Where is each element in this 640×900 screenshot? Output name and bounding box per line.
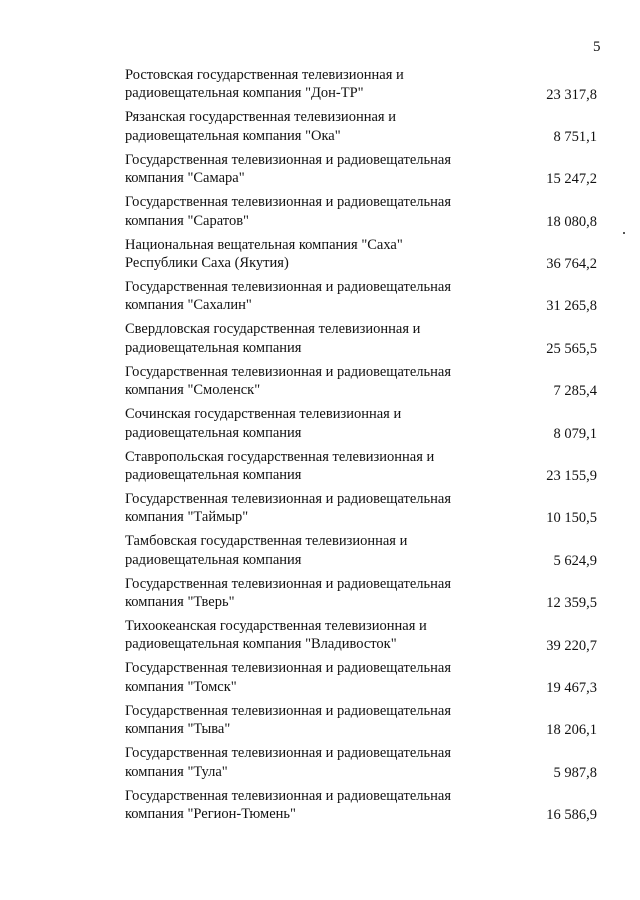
amount-value: 23 317,8 [546,86,597,103]
company-name-line-1: Государственная телевизионная и радиовещательная [125,363,451,380]
company-name-line-2: компания "Тыва" [125,721,231,738]
company-name [125,320,485,357]
company-name-line-1: Национальная вещательная компания "Саха" [125,236,403,253]
company-name [125,66,485,103]
company-name [125,532,485,569]
company-name [125,575,485,612]
company-name-line-1: Государственная телевизионная и радиовещательная [125,194,451,211]
list-item [121,787,597,829]
margin-mark [623,232,625,234]
list-item [121,405,597,447]
company-name-line-1: Государственная телевизионная и радиовещательная [125,745,451,762]
company-name-line-2: компания "Самара" [125,170,245,187]
amount-value: 23 155,9 [546,468,597,485]
list-item [121,278,597,320]
list-item [121,575,597,617]
list-item [121,363,597,405]
company-name-line-2: компания "Смоленск" [125,382,261,399]
company-name-line-2: радиовещательная компания "Дон-ТР" [125,85,364,102]
company-name [125,448,485,485]
amount-value: 18 080,8 [546,213,597,230]
list-item [121,532,597,574]
list-item [121,236,597,278]
amount-value: 36 764,2 [546,256,597,273]
company-name-line-1: Ставропольская государственная телевизионная и [125,448,435,465]
list-item [121,108,597,150]
company-name-line-1: Сочинская государственная телевизионная и [125,406,402,423]
company-name [125,108,485,145]
amount-value: 5 987,8 [553,764,597,781]
company-name [125,193,485,230]
amount-value: 31 265,8 [546,298,597,315]
company-name-line-2: компания "Регион-Тюмень" [125,806,296,823]
company-name [125,617,485,654]
list-item [121,448,597,490]
list-item [121,744,597,786]
company-name [125,490,485,527]
company-name-line-2: радиовещательная компания [125,466,302,483]
company-name [125,405,485,442]
company-name-line-2: радиовещательная компания "Ока" [125,127,341,144]
company-name-line-2: компания "Тверь" [125,594,235,611]
company-name [125,236,485,273]
amount-value: 12 359,5 [546,595,597,612]
amount-value: 10 150,5 [546,510,597,527]
list-item [121,151,597,193]
company-name-line-2: компания "Саратов" [125,212,249,229]
amount-value: 8 079,1 [553,425,597,442]
amount-value: 16 586,9 [546,807,597,824]
amount-value: 5 624,9 [553,552,597,569]
amount-value: 8 751,1 [553,128,597,145]
company-name-line-2: компания "Сахалин" [125,297,252,314]
company-name-line-1: Государственная телевизионная и радиовещательная [125,278,451,295]
amount-value: 25 565,5 [546,340,597,357]
company-name-line-2: радиовещательная компания [125,424,302,441]
company-name-line-1: Государственная телевизионная и радиовещательная [125,702,451,719]
company-name-line-2: компания "Тула" [125,763,228,780]
company-name [125,744,485,781]
company-name-line-2: компания "Таймыр" [125,509,249,526]
allocation-list [121,66,597,829]
amount-value: 19 467,3 [546,679,597,696]
company-name-line-1: Государственная телевизионная и радиовещательная [125,490,451,507]
company-name [125,278,485,315]
list-item [121,66,597,108]
company-name [125,659,485,696]
company-name [125,363,485,400]
company-name [125,787,485,824]
company-name-line-2: радиовещательная компания "Владивосток" [125,636,397,653]
list-item [121,490,597,532]
company-name-line-1: Государственная телевизионная и радиовещательная [125,787,451,804]
company-name-line-1: Рязанская государственная телевизионная и [125,109,396,126]
company-name-line-2: Республики Саха (Якутия) [125,254,289,271]
list-item [121,702,597,744]
list-item [121,320,597,362]
company-name-line-1: Тихоокеанская государственная телевизионная и [125,618,427,635]
company-name-line-1: Тамбовская государственная телевизионная и [125,533,408,550]
company-name-line-1: Государственная телевизионная и радиовещательная [125,660,451,677]
list-item [121,193,597,235]
company-name-line-1: Ростовская государственная телевизионная и [125,67,404,83]
amount-value: 39 220,7 [546,637,597,654]
company-name-line-2: радиовещательная компания [125,551,302,568]
amount-value: 7 285,4 [553,383,597,400]
company-name-line-1: Государственная телевизионная и радиовещательная [125,151,451,168]
company-name-line-1: Государственная телевизионная и радиовещательная [125,575,451,592]
company-name-line-2: компания "Томск" [125,678,237,695]
list-item [121,617,597,659]
company-name-line-2: радиовещательная компания [125,339,302,356]
list-item [121,659,597,701]
amount-value: 15 247,2 [546,171,597,188]
page-number: 5 [593,39,601,55]
company-name-line-1: Свердловская государственная телевизионная и [125,321,421,338]
company-name [125,151,485,188]
amount-value: 18 206,1 [546,722,597,739]
company-name [125,702,485,739]
